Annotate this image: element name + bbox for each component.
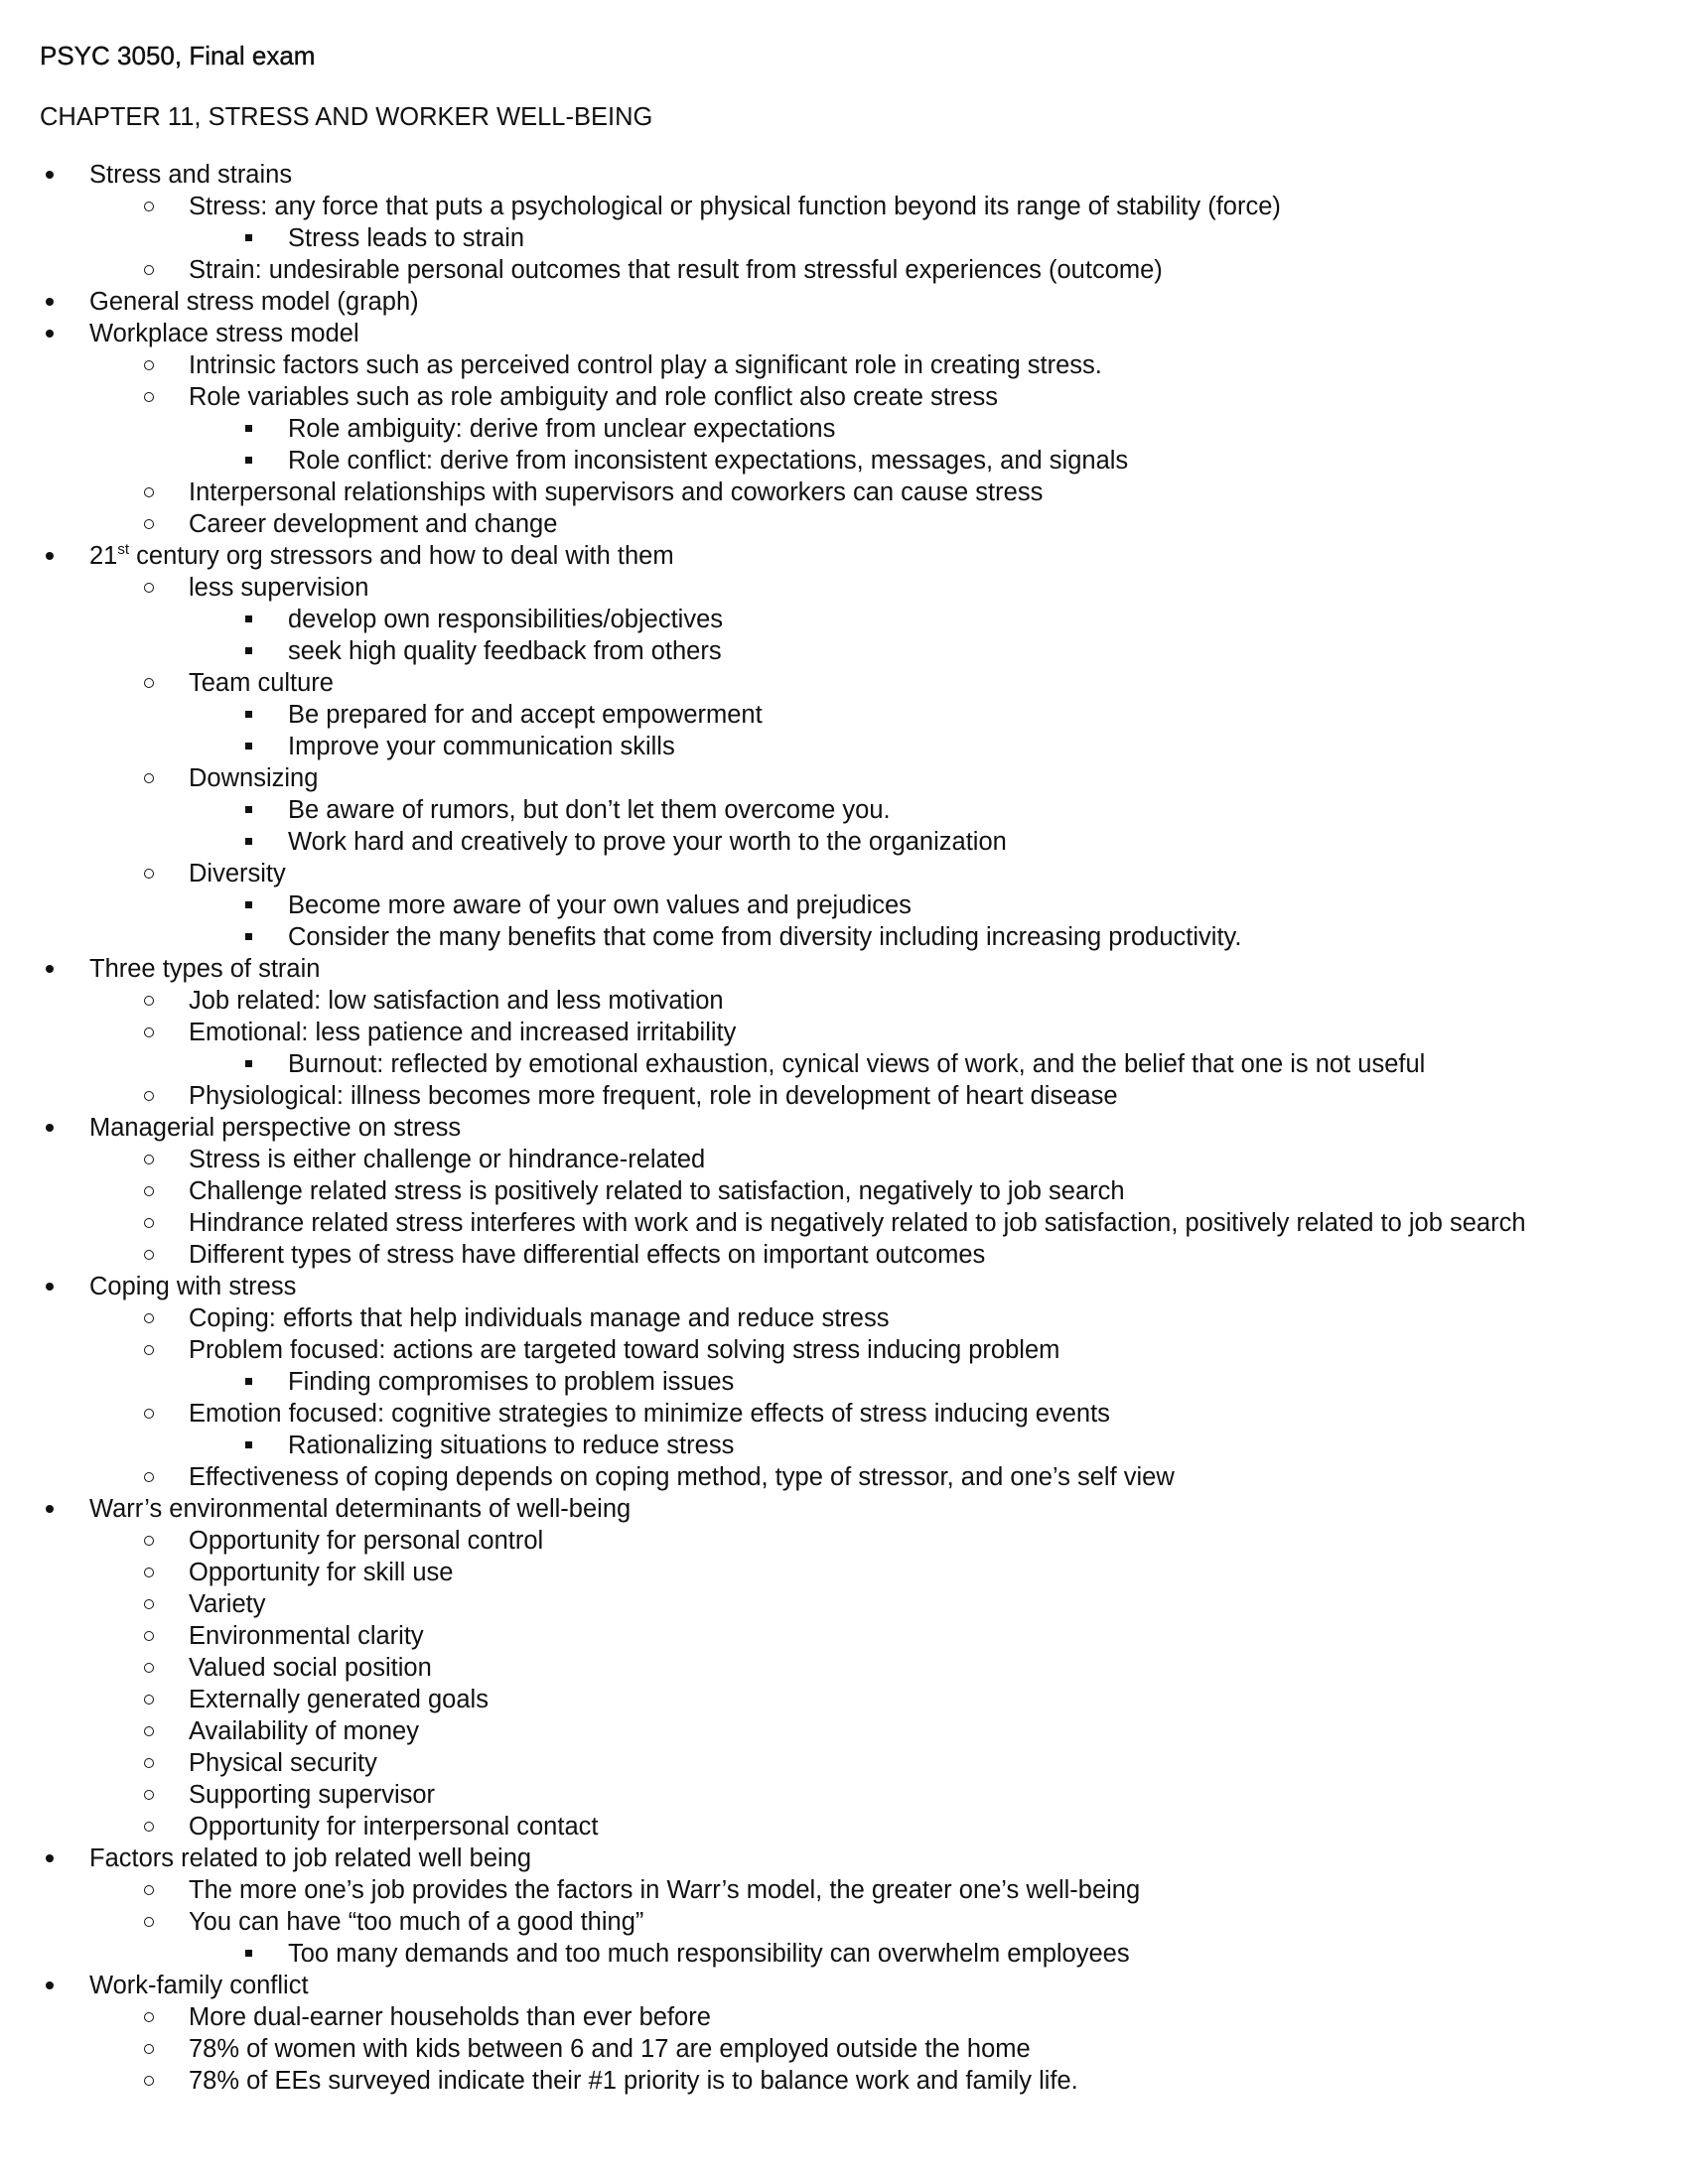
outline-item-text: Workplace stress model <box>89 320 359 347</box>
bullet-circle-icon <box>139 1747 159 1779</box>
superscript: st <box>117 541 130 558</box>
bullet-square-icon <box>238 826 258 858</box>
outline-item-level-2 <box>40 1906 1658 1938</box>
outline-item-level-2 <box>40 477 1658 508</box>
outline-item-text: 78% of women with kids between 6 and 17 are employed outside the home <box>189 2035 1031 2063</box>
outline-item-level-3 <box>40 921 1658 953</box>
outline-item-level-2 <box>40 254 1658 286</box>
outline-item-level-2 <box>40 1017 1658 1048</box>
bullet-circle-icon <box>139 477 159 508</box>
bullet-circle-icon <box>139 2033 159 2065</box>
outline-item-level-1 <box>40 159 1658 191</box>
outline-item-level-2 <box>40 1207 1658 1239</box>
outline-item-level-2 <box>40 572 1658 604</box>
outline-item-text: Role variables such as role ambiguity and role conflict also create stress <box>189 383 998 411</box>
bullet-circle-icon <box>139 1779 159 1811</box>
outline-item-level-1 <box>40 1112 1658 1144</box>
outline-item-level-1 <box>40 1493 1658 1525</box>
outline-item-level-2 <box>40 2001 1658 2033</box>
outline-item-level-2 <box>40 349 1658 381</box>
outline-item-text: Availability of money <box>189 1717 419 1745</box>
bullet-square-icon <box>238 604 258 635</box>
outline-item-level-2 <box>40 381 1658 413</box>
bullet-circle-icon <box>139 1620 159 1652</box>
outline-item-text: Externally generated goals <box>189 1686 489 1713</box>
outline-item-text: Emotion focused: cognitive strategies to minimize effects of stress inducing events <box>189 1400 1110 1428</box>
outline-item-text: Problem focused: actions are targeted toward solving stress inducing problem <box>189 1336 1060 1364</box>
bullet-dot-icon <box>40 1271 60 1302</box>
bullet-circle-icon <box>139 1874 159 1906</box>
outline-item-text: Stress: any force that puts a psychological or physical function beyond its range of stability (force) <box>189 193 1281 220</box>
bullet-square-icon <box>238 699 258 731</box>
outline-item-text: Managerial perspective on stress <box>89 1114 462 1142</box>
outline-item-level-2 <box>40 1175 1658 1207</box>
outline-item-level-3 <box>40 826 1658 858</box>
outline-item-text: Rationalizing situations to reduce stress <box>288 1432 735 1459</box>
bullet-circle-icon <box>139 985 159 1017</box>
bullet-circle-icon <box>139 858 159 889</box>
outline-item-level-3 <box>40 445 1658 477</box>
outline-item-level-2 <box>40 2065 1658 2097</box>
outline-item-text: less supervision <box>189 574 369 602</box>
bullet-square-icon <box>238 889 258 921</box>
outline-item-level-1 <box>40 1271 1658 1302</box>
bullet-dot-icon <box>40 953 60 985</box>
outline-item-text: Interpersonal relationships with supervisors and coworkers can cause stress <box>189 478 1044 506</box>
bullet-square-icon <box>238 794 258 826</box>
outline-item-level-2 <box>40 1398 1658 1430</box>
bullet-circle-icon <box>139 1588 159 1620</box>
outline-item-text: Work hard and creatively to prove your worth to the organization <box>288 828 1007 856</box>
bullet-dot-icon <box>40 1112 60 1144</box>
bullet-circle-icon <box>139 1017 159 1048</box>
outline-item-level-1 <box>40 286 1658 318</box>
outline-item-text: Consider the many benefits that come from diversity including increasing productivity. <box>288 923 1242 951</box>
outline-item-level-3 <box>40 1048 1658 1080</box>
bullet-circle-icon <box>139 1461 159 1493</box>
bullet-square-icon <box>238 635 258 667</box>
outline-item-text: Supporting supervisor <box>189 1781 436 1809</box>
outline-item-level-2 <box>40 1811 1658 1843</box>
outline-item-text: Hindrance related stress interferes with work and is negatively related to job satisfaction, positively related to job search <box>189 1209 1526 1237</box>
bullet-square-icon <box>238 445 258 477</box>
outline-item-text: Finding compromises to problem issues <box>288 1368 735 1396</box>
outline-item-text: Role ambiguity: derive from unclear expectations <box>288 415 836 443</box>
outline-item-text: Burnout: reflected by emotional exhaustion, cynical views of work, and the belief that one is not useful <box>288 1050 1426 1078</box>
outline-item-level-3 <box>40 731 1658 762</box>
outline-item-level-3 <box>40 1938 1658 1970</box>
bullet-circle-icon <box>139 1715 159 1747</box>
outline-item-text: Coping: efforts that help individuals manage and reduce stress <box>189 1304 890 1332</box>
bullet-circle-icon <box>139 1302 159 1334</box>
bullet-circle-icon <box>139 572 159 604</box>
bullet-circle-icon <box>139 191 159 222</box>
outline-item-level-3 <box>40 222 1658 254</box>
bullet-circle-icon <box>139 1239 159 1271</box>
outline-item-level-3 <box>40 1366 1658 1398</box>
outline-item-level-3 <box>40 413 1658 445</box>
bullet-circle-icon <box>139 1398 159 1430</box>
outline-item-level-1 <box>40 1843 1658 1874</box>
outline-item-text: You can have “too much of a good thing” <box>189 1908 644 1936</box>
bullet-square-icon <box>238 921 258 953</box>
bullet-circle-icon <box>139 1175 159 1207</box>
outline-item-level-2 <box>40 1620 1658 1652</box>
outline-item-level-2 <box>40 1652 1658 1684</box>
outline-item-text: Effectiveness of coping depends on coping method, type of stressor, and one’s self view <box>189 1463 1175 1491</box>
outline-item-text: Opportunity for personal control <box>189 1527 544 1555</box>
bullet-dot-icon <box>40 286 60 318</box>
outline-item-level-2 <box>40 2033 1658 2065</box>
outline-item-level-2 <box>40 1557 1658 1588</box>
outline-item-level-2 <box>40 762 1658 794</box>
outline-item-level-2 <box>40 1684 1658 1715</box>
chapter-heading: CHAPTER 11, STRESS AND WORKER WELL-BEING <box>40 103 653 131</box>
bullet-square-icon <box>238 413 258 445</box>
outline-item-level-2 <box>40 1080 1658 1112</box>
bullet-dot-icon <box>40 159 60 191</box>
outline-item-text: Challenge related stress is positively related to satisfaction, negatively to job search <box>189 1177 1125 1205</box>
outline-item-text: Job related: low satisfaction and less motivation <box>189 987 724 1015</box>
outline-item-text: Environmental clarity <box>189 1622 424 1650</box>
outline-item-text: Too many demands and too much responsibility can overwhelm employees <box>288 1940 1130 1968</box>
outline-item-level-1 <box>40 540 1658 572</box>
outline-item-level-2 <box>40 1874 1658 1906</box>
outline-item-level-1 <box>40 318 1658 349</box>
outline-item-text: Be aware of rumors, but don’t let them overcome you. <box>288 796 891 824</box>
outline-item-level-2 <box>40 985 1658 1017</box>
bullet-circle-icon <box>139 1207 159 1239</box>
bullet-square-icon <box>238 731 258 762</box>
outline-item-level-2 <box>40 858 1658 889</box>
bullet-circle-icon <box>139 1525 159 1557</box>
outline-item-text: Three types of strain <box>89 955 321 983</box>
outline-item-text: Physiological: illness becomes more frequent, role in development of heart disease <box>189 1082 1118 1110</box>
bullet-circle-icon <box>139 762 159 794</box>
outline-item-level-2 <box>40 667 1658 699</box>
outline-item-level-2 <box>40 1779 1658 1811</box>
bullet-circle-icon <box>139 1652 159 1684</box>
outline-item-text: Physical security <box>189 1749 377 1777</box>
outline-item-text: Factors related to job related well being <box>89 1844 532 1872</box>
outline-item-text: Downsizing <box>189 764 319 792</box>
bullet-square-icon <box>238 1430 258 1461</box>
outline-item-text: Opportunity for skill use <box>189 1559 454 1586</box>
bullet-circle-icon <box>139 508 159 540</box>
outline-item-level-2 <box>40 1334 1658 1366</box>
outline-item-level-2 <box>40 1588 1658 1620</box>
outline-item-text: 21st century org stressors and how to deal with them <box>89 541 674 570</box>
bullet-circle-icon <box>139 2001 159 2033</box>
outline-item-level-1 <box>40 1970 1658 2001</box>
outline-item-text: Work-family conflict <box>89 1972 309 1999</box>
outline-item-text: Career development and change <box>189 510 558 538</box>
bullet-dot-icon <box>40 1493 60 1525</box>
outline-item-level-2 <box>40 1144 1658 1175</box>
bullet-dot-icon <box>40 1843 60 1874</box>
outline-item-level-2 <box>40 191 1658 222</box>
outline-item-text: Stress is either challenge or hindrance-related <box>189 1146 706 1173</box>
outline-item-text: Stress leads to strain <box>288 224 525 252</box>
outline-item-text: seek high quality feedback from others <box>288 637 722 665</box>
outline-item-text: Warr’s environmental determinants of well-being <box>89 1495 632 1523</box>
bullet-circle-icon <box>139 2065 159 2097</box>
bullet-dot-icon <box>40 318 60 349</box>
outline-item-text: Emotional: less patience and increased irritability <box>189 1019 737 1046</box>
outline-item-level-2 <box>40 1239 1658 1271</box>
outline-item-text: Variety <box>189 1590 266 1618</box>
bullet-circle-icon <box>139 1080 159 1112</box>
bullet-circle-icon <box>139 1557 159 1588</box>
outline-item-text: Team culture <box>189 669 334 697</box>
bullet-dot-icon <box>40 1970 60 2001</box>
outline-item-text: Different types of stress have differential effects on important outcomes <box>189 1241 986 1269</box>
outline-item-text: Opportunity for interpersonal contact <box>189 1813 599 1841</box>
outline-item-level-2 <box>40 1525 1658 1557</box>
outline-item-level-3 <box>40 1430 1658 1461</box>
outline-item-level-1 <box>40 953 1658 985</box>
outline-item-text: Be prepared for and accept empowerment <box>288 701 763 729</box>
bullet-square-icon <box>238 1048 258 1080</box>
bullet-circle-icon <box>139 1144 159 1175</box>
bullet-circle-icon <box>139 1811 159 1843</box>
outline-item-text: The more one’s job provides the factors in Warr’s model, the greater one’s well-being <box>189 1876 1141 1904</box>
outline-item-text: Intrinsic factors such as perceived control play a significant role in creating stress. <box>189 351 1102 379</box>
outline-item-level-2 <box>40 1461 1658 1493</box>
outline-item-text: Role conflict: derive from inconsistent expectations, messages, and signals <box>288 447 1129 475</box>
notes-outline <box>40 159 1658 2097</box>
bullet-square-icon <box>238 1938 258 1970</box>
bullet-circle-icon <box>139 1684 159 1715</box>
outline-item-level-2 <box>40 1747 1658 1779</box>
outline-item-text: Become more aware of your own values and prejudices <box>288 891 912 919</box>
bullet-circle-icon <box>139 254 159 286</box>
outline-item-level-2 <box>40 1302 1658 1334</box>
outline-item-text: develop own responsibilities/objectives <box>288 606 723 633</box>
bullet-square-icon <box>238 1366 258 1398</box>
outline-item-level-3 <box>40 604 1658 635</box>
outline-item-level-3 <box>40 699 1658 731</box>
outline-item-text: Coping with stress <box>89 1273 297 1300</box>
outline-item-text: 78% of EEs surveyed indicate their #1 priority is to balance work and family life. <box>189 2067 1078 2095</box>
outline-item-level-3 <box>40 635 1658 667</box>
outline-item-text: Valued social position <box>189 1654 432 1682</box>
document-page <box>40 38 1658 2097</box>
outline-item-level-2 <box>40 508 1658 540</box>
outline-item-level-2 <box>40 1715 1658 1747</box>
outline-item-level-3 <box>40 889 1658 921</box>
bullet-circle-icon <box>139 1334 159 1366</box>
outline-item-text: Strain: undesirable personal outcomes that result from stressful experiences (outcome) <box>189 256 1163 284</box>
bullet-circle-icon <box>139 381 159 413</box>
bullet-square-icon <box>238 222 258 254</box>
outline-item-text: Diversity <box>189 860 286 887</box>
bullet-circle-icon <box>139 1906 159 1938</box>
bullet-circle-icon <box>139 667 159 699</box>
document-title: PSYC 3050, Final exam <box>40 41 316 70</box>
outline-item-text: More dual-earner households than ever before <box>189 2003 711 2031</box>
outline-item-level-3 <box>40 794 1658 826</box>
outline-item-text: Improve your communication skills <box>288 733 675 760</box>
outline-item-text: Stress and strains <box>89 161 293 189</box>
bullet-dot-icon <box>40 540 60 572</box>
outline-item-text: General stress model (graph) <box>89 288 419 316</box>
bullet-circle-icon <box>139 349 159 381</box>
